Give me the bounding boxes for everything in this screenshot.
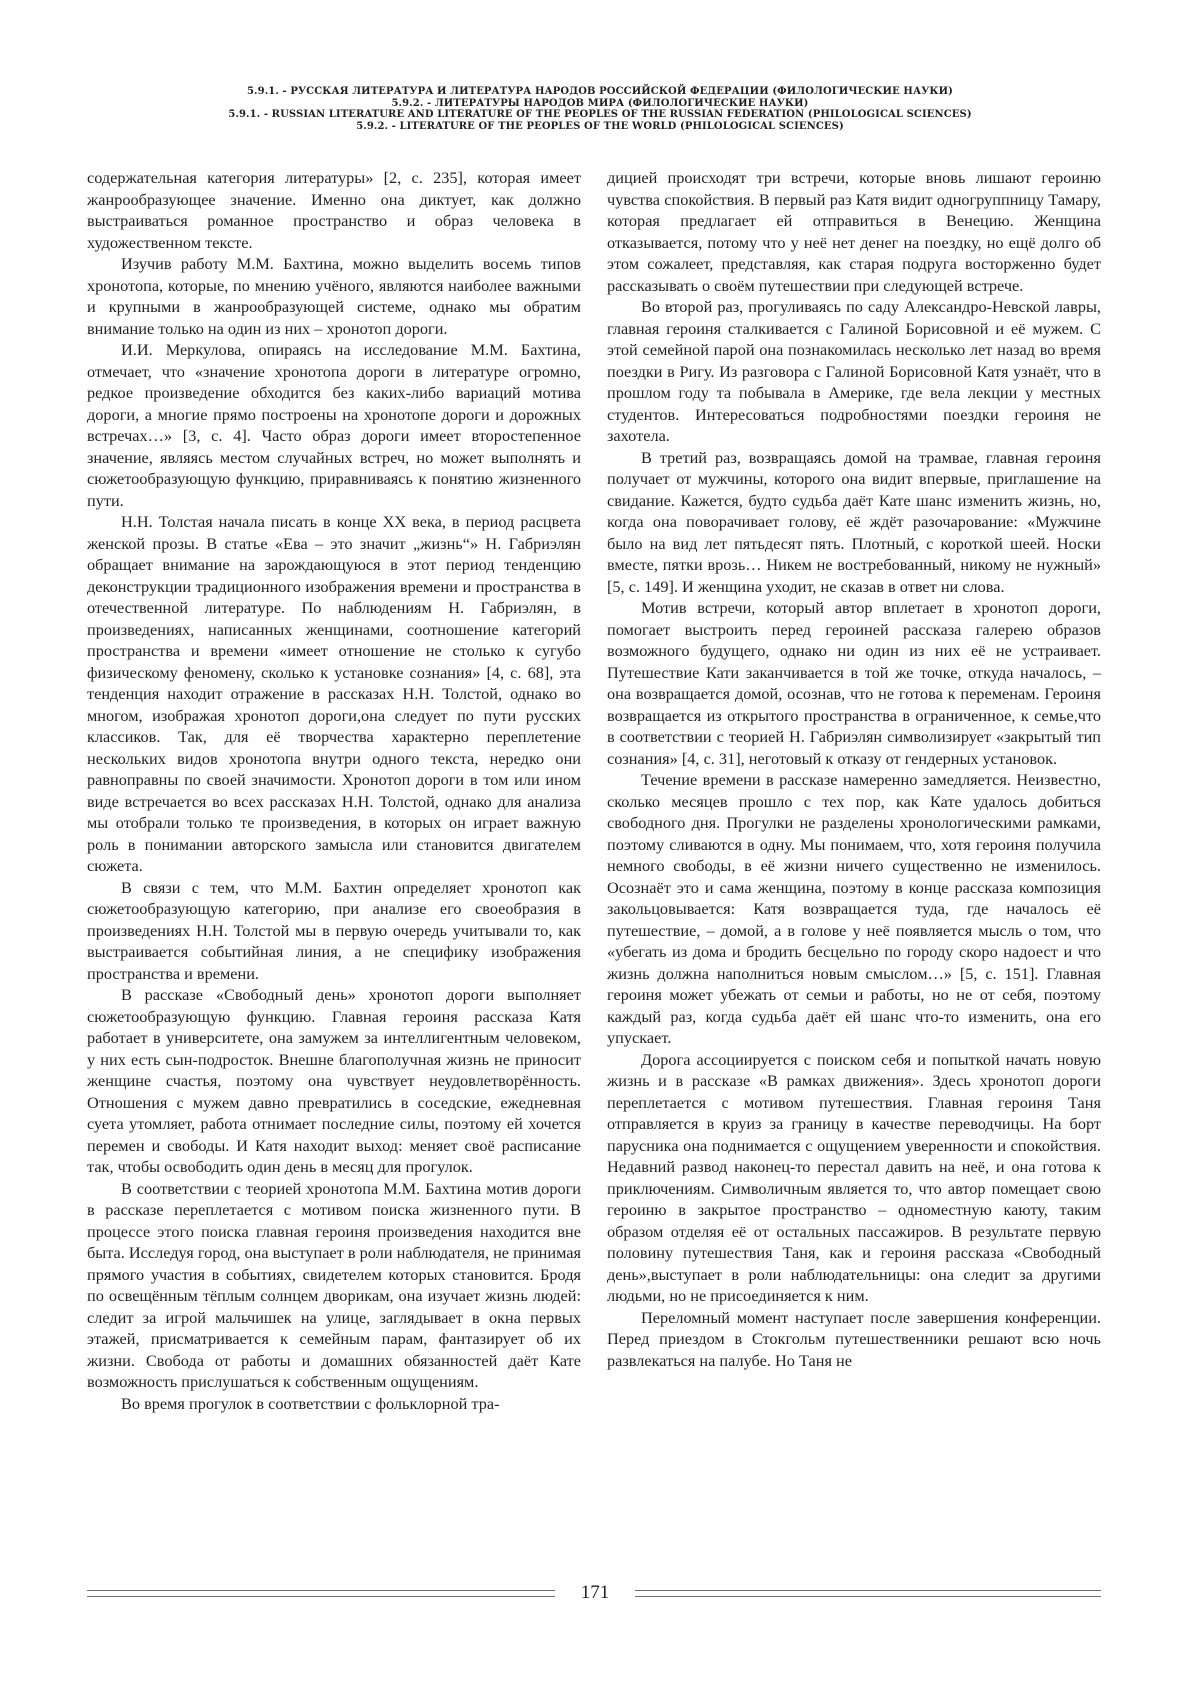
paragraph: Н.Н. Толстая начала писать в конце ХХ века, в период расцвета женской прозы. В статье «Ева – это значит „жизнь“» Н. Габриэлян обращает внимание на зарождающуюся в этот период тенденцию деконструкции традиционного изображения времени и пространства в отечественной литературе. По наблюдениям Н. Габриэлян, в произведениях, написанных женщинами, соотношение категорий пространства и времени «имеет отношение не столько к сугубо физическому феномену, сколько к установке сознания» [4, с. 68], эта тенденция находит отражение в рассказах Н.Н. Толстой, однако во многом, изображая хронотоп дороги,она следует по пути русских классиков. Так, для её творчества характерно переплетение нескольких видов хронотопа внутри одного текста, нередко они равноправны по своей значимости. Хронотоп дороги в том или ином виде встречается во всех рассказах Н.Н. Толстой, однако для анализа мы отобрали только те произведения, в которых он играет важную роль в понимании авторского замысла или становится двигателем сюжета. <box>87 512 581 875</box>
header-line: 5.9.1. - RUSSIAN LITERATURE AND LITERATURE OF THE PEOPLES OF THE RUSSIAN FEDERATION (PHILOLOGICAL SCIENCES) <box>228 109 972 120</box>
paragraph: В третий раз, возвращаясь домой на трамвае, главная героиня получает от мужчины, которого она видит впервые, приглашение на свидание. Кажется, будто судьба даёт Кате шанс изменить жизнь, но, когда она поворачивает голову, её ждёт разочарование: «Мужчине было на вид лет пятьдесят пять. Плотный, с короткой шеей. Носки вместе, пятки врозь… Никем не востребованный, никому не нужный» [5, с. 149]. И женщина уходит, не сказав в ответ ни слова. <box>607 447 1101 596</box>
paragraph: Во время прогулок в соответствии с фольклорной тра- <box>121 1393 500 1413</box>
paragraph: В рассказе «Свободный день» хронотоп дороги выполняет сюжетообразующую функцию. Главная героиня рассказа Катя работает в университете, она замужем за интеллигентным человеком, у них есть сын-подросток. Внешне благополучная жизнь не приносит женщине счастья, поэтому она чувствует неудовлетворённость. Отношения с мужем давно превратились в соседские, ежедневная суета утомляет, работа отнимает последние силы, поэтому ей хочется перемен и свободы. И Катя находит выход: меняет своё расписание так, чтобы освободить один день в месяц для прогулок. <box>87 985 581 1176</box>
paragraph: В соответствии с теорией хронотопа М.М. Бахтина мотив дороги в рассказе переплетается с мотивом поиска жизненного пути. В процессе этого поиска главная героиня произведения находится вне быта. Исследуя город, она выступает в роли наблюдателя, не принимая прямого участия в событиях, свидетелем которых становится. Бродя по освещённым тёплым солнцем дворикам, она изучает жизнь людей: следит за игрой мальчишек на улице, заглядывает в окна первых этажей, присматривается к семейным парам, фантазирует об их жизни. Свобода от работы и домашних обязанностей даёт Кате возможность прислушаться к собственным ощущениям. <box>87 1178 581 1391</box>
footer-rule-right <box>635 1590 1101 1597</box>
paragraph: В связи с тем, что М.М. Бахтин определяет хронотоп как сюжетообразующую категорию, при анализе его своеобразия в произведениях Н.Н. Толстой мы в первую очередь учитывали то, как выстраивается событийная линия, а не специфику изображения пространства и времени. <box>87 877 581 983</box>
header-line: 5.9.2. - ЛИТЕРАТУРЫ НАРОДОВ МИРА (ФИЛОЛОГИЧЕСКИЕ НАУКИ) <box>391 97 809 109</box>
running-header <box>0 86 1200 132</box>
page-number: 171 <box>580 1582 610 1603</box>
paragraph: Изучив работу М.М. Бахтина, можно выделить восемь типов хронотопа, которые, по мнению учёного, являются наиболее важными и крупными в жанрообразующей системе, однако мы обратим внимание только на один из них – хронотоп дороги. <box>87 254 581 338</box>
paragraph: Дорога ассоциируется с поиском себя и попыткой начать новую жизнь и в рассказе «В рамках движения». Здесь хронотоп дороги переплетается с мотивом путешествия. Главная героиня Таня отправляется в круиз за границу в качестве переводчицы. На борт парусника она поднимается с ощущением уверенности и спокойствия. Недавний развод наконец-то перестал давить на неё, и она готова к приключениям. Символичным является то, что автор помещает свою героиню в закрытое пространство – одноместную каюту, таким образом отделяя её от остальных пассажиров. В результате первую половину путешествия Таня, как и героиня рассказа «Свободный день»,выступает в роли наблюдательницы: она следит за другими людьми, но не присоединяется к ним. <box>607 1049 1101 1305</box>
left-column <box>87 167 581 1414</box>
paragraph: Мотив встречи, который автор вплетает в хронотоп дороги, помогает выстроить перед героиней рассказа галерею образов возможного будущего, однако ни один из них её не устраивает. Путешествие Кати заканчивается в той же точке, откуда началось, – она возвращается домой, осознав, что не готова к переменам. Героиня возвращается из открытого пространства в ограниченное, к семье,что в соответствии с теорией Н. Габриэлян символизирует «закрытый тип сознания» [4, с. 31], неготовый к отказу от гендерных установок. <box>607 598 1101 768</box>
paragraph: содержательная категория литературы» [2, с. 235], которая имеет жанрообразующее значение. Именно она диктует, как должно выстраиваться романное пространство и образ человека в художественном тексте. <box>87 168 581 252</box>
paragraph: И.И. Меркулова, опираясь на исследование М.М. Бахтина, отмечает, что «значение хронотопа дороги в литературе огромно, редкое произведение обходится без каких-либо вариаций мотива дороги, а многие прямо построены на хронотопе дороги и дорожных встречах…» [3, с. 4]. Часто образ дороги имеет второстепенное значение, являясь местом случайных встреч, но может выполнять и сюжетообразующую функцию, приравниваясь к понятию жизненного пути. <box>87 340 581 510</box>
paragraph: дицией происходят три встречи, которые вновь лишают героиню чувства спокойствия. В первый раз Катя видит одногруппницу Тамару, которая предлагает ей отправиться в Венецию. Женщина отказывается, потому что у неё нет денег на поездку, но ещё долго об этом сожалеет, представляя, как старая подруга восторженно будет рассказывать о своём путешествии при следующей встрече. <box>607 168 1101 295</box>
header-line: 5.9.2. - LITERATURE OF THE PEOPLES OF THE WORLD (PHILOLOGICAL SCIENCES) <box>356 120 844 132</box>
paragraph: Переломный момент наступает после завершения конференции. Перед приездом в Стокгольм путешественники решают всю ночь развлекаться на палубе. Но Таня не <box>607 1307 1101 1370</box>
paragraph: Течение времени в рассказе намеренно замедляется. Неизвестно, сколько месяцев прошло с тех пор, как Кате удалось добиться свободного дня. Прогулки не разделены хронологическими рамками, поэтому сливаются в одну. Мы понимаем, что, хотя героиня получила немного свободы, в её жизни ничего существенно не изменилось. Осознаёт это и сама женщина, поэтому в конце рассказа композиция закольцовывается: Катя возвращается туда, где началось её путешествие, – домой, а в голове у неё появляется мысль о том, что «убегать из дома и бродить бесцельно по городу скоро надоест и что жизнь должна наполниться новым смыслом…» [5, с. 151]. Главная героиня может убежать от семьи и работы, но не от себя, поэтому каждый раз, когда судьба даёт ей шанс что-то изменить, она его упускает. <box>607 770 1101 1047</box>
footer-rule-left <box>87 1590 555 1597</box>
header-line: 5.9.1. - РУССКАЯ ЛИТЕРАТУРА И ЛИТЕРАТУРА НАРОДОВ РОССИЙСКОЙ ФЕДЕРАЦИИ (ФИЛОЛОГИЧЕСКИЕ НАУКИ) <box>247 86 953 97</box>
paragraph: Во второй раз, прогуливаясь по саду Александро-Невской лавры, главная героиня сталкивается с Галиной Борисовной и её мужем. С этой семейной парой она познакомилась несколько лет назад во время поездки в Ригу. Из разговора с Галиной Борисовной Катя узнаёт, что в прошлом году та побывала в Америке, где вела лекции у местных студентов. Интересоваться подробностями поездки героиня не захотела. <box>607 297 1101 445</box>
right-column <box>607 167 1101 1371</box>
